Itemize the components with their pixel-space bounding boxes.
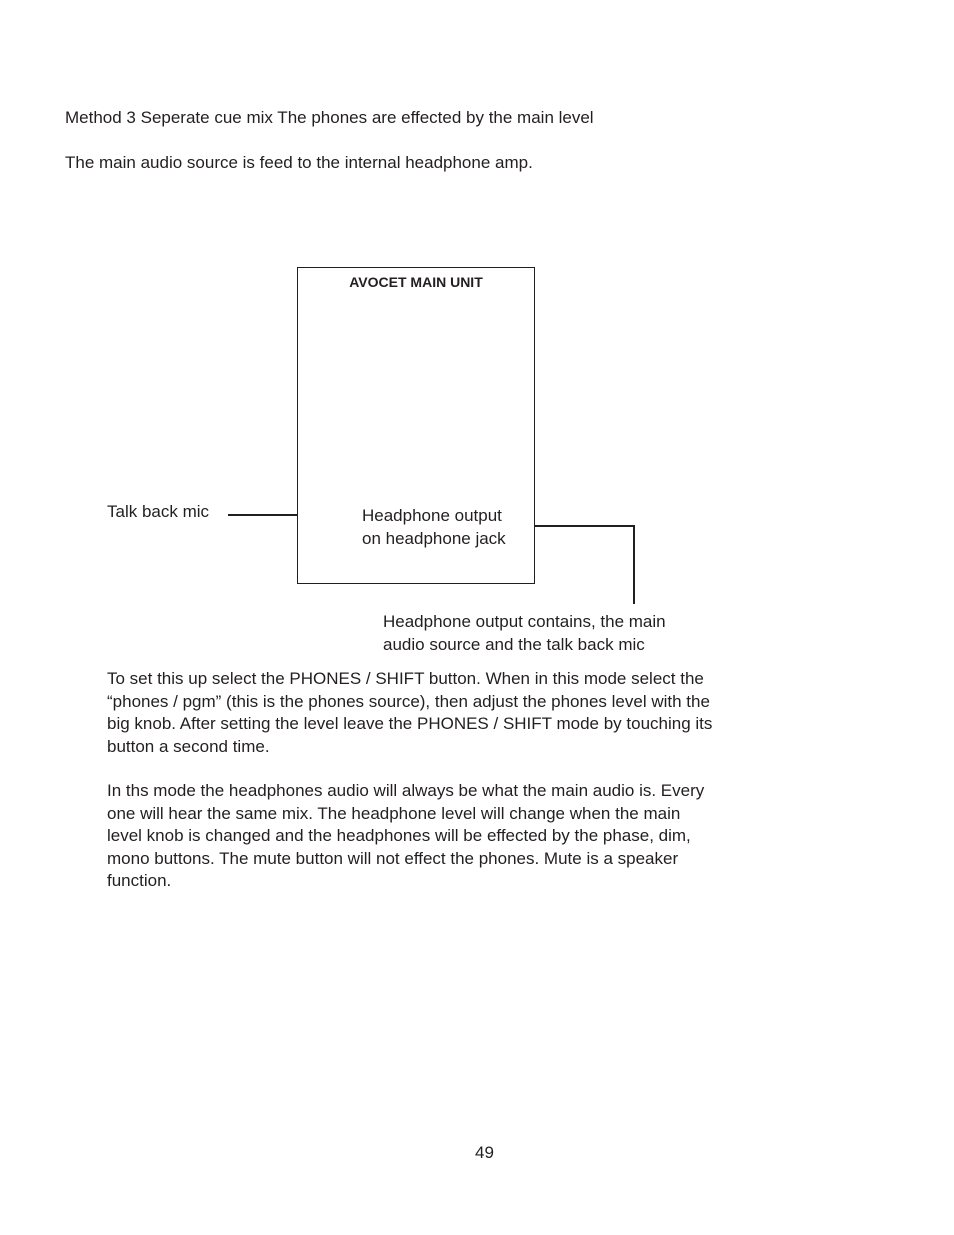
headphone-jack-label-line: Headphone output — [362, 506, 502, 525]
unit-label: AVOCET MAIN UNIT — [349, 274, 483, 290]
paragraph-line: one will hear the same mix. The headphone level will change when the main — [107, 803, 681, 823]
paragraph-line: To set this up select the PHONES / SHIFT button. When in this mode select the — [107, 669, 704, 688]
headphone-output-line-vertical — [633, 525, 635, 604]
paragraph-line: button a second time. — [107, 736, 270, 756]
paragraph-line: function. — [107, 871, 172, 890]
headphone-output-line-horizontal — [535, 525, 634, 527]
headphone-jack-label — [362, 505, 506, 550]
paragraph-line: “phones / pgm” (this is the phones source), then adjust the phones level with the — [107, 691, 710, 711]
headphone-jack-label-line: on headphone jack — [362, 528, 506, 548]
paragraph-line: level knob is changed and the headphones will be effected by the phase, dim, — [107, 826, 691, 845]
mode-paragraph — [107, 780, 704, 893]
paragraph-line: mono buttons. The mute button will not effect the phones. Mute is a speaker — [107, 848, 679, 868]
talkback-connector-line — [228, 514, 298, 516]
page-number: 49 — [475, 1143, 494, 1162]
output-note-line: Headphone output contains, the main — [383, 612, 666, 631]
output-note — [383, 611, 666, 656]
talkback-mic-label: Talk back mic — [107, 502, 210, 521]
method-heading: Method 3 Seperate cue mix The phones are effected by the main level — [65, 108, 594, 127]
paragraph-line: big knob. After setting the level leave the PHONES / SHIFT mode by touching its — [107, 714, 713, 733]
output-note-line: audio source and the talk back mic — [383, 634, 645, 654]
setup-paragraph — [107, 668, 712, 758]
intro-text: The main audio source is feed to the internal headphone amp. — [65, 153, 533, 172]
paragraph-line: In ths mode the headphones audio will always be what the main audio is. Every — [107, 781, 705, 800]
